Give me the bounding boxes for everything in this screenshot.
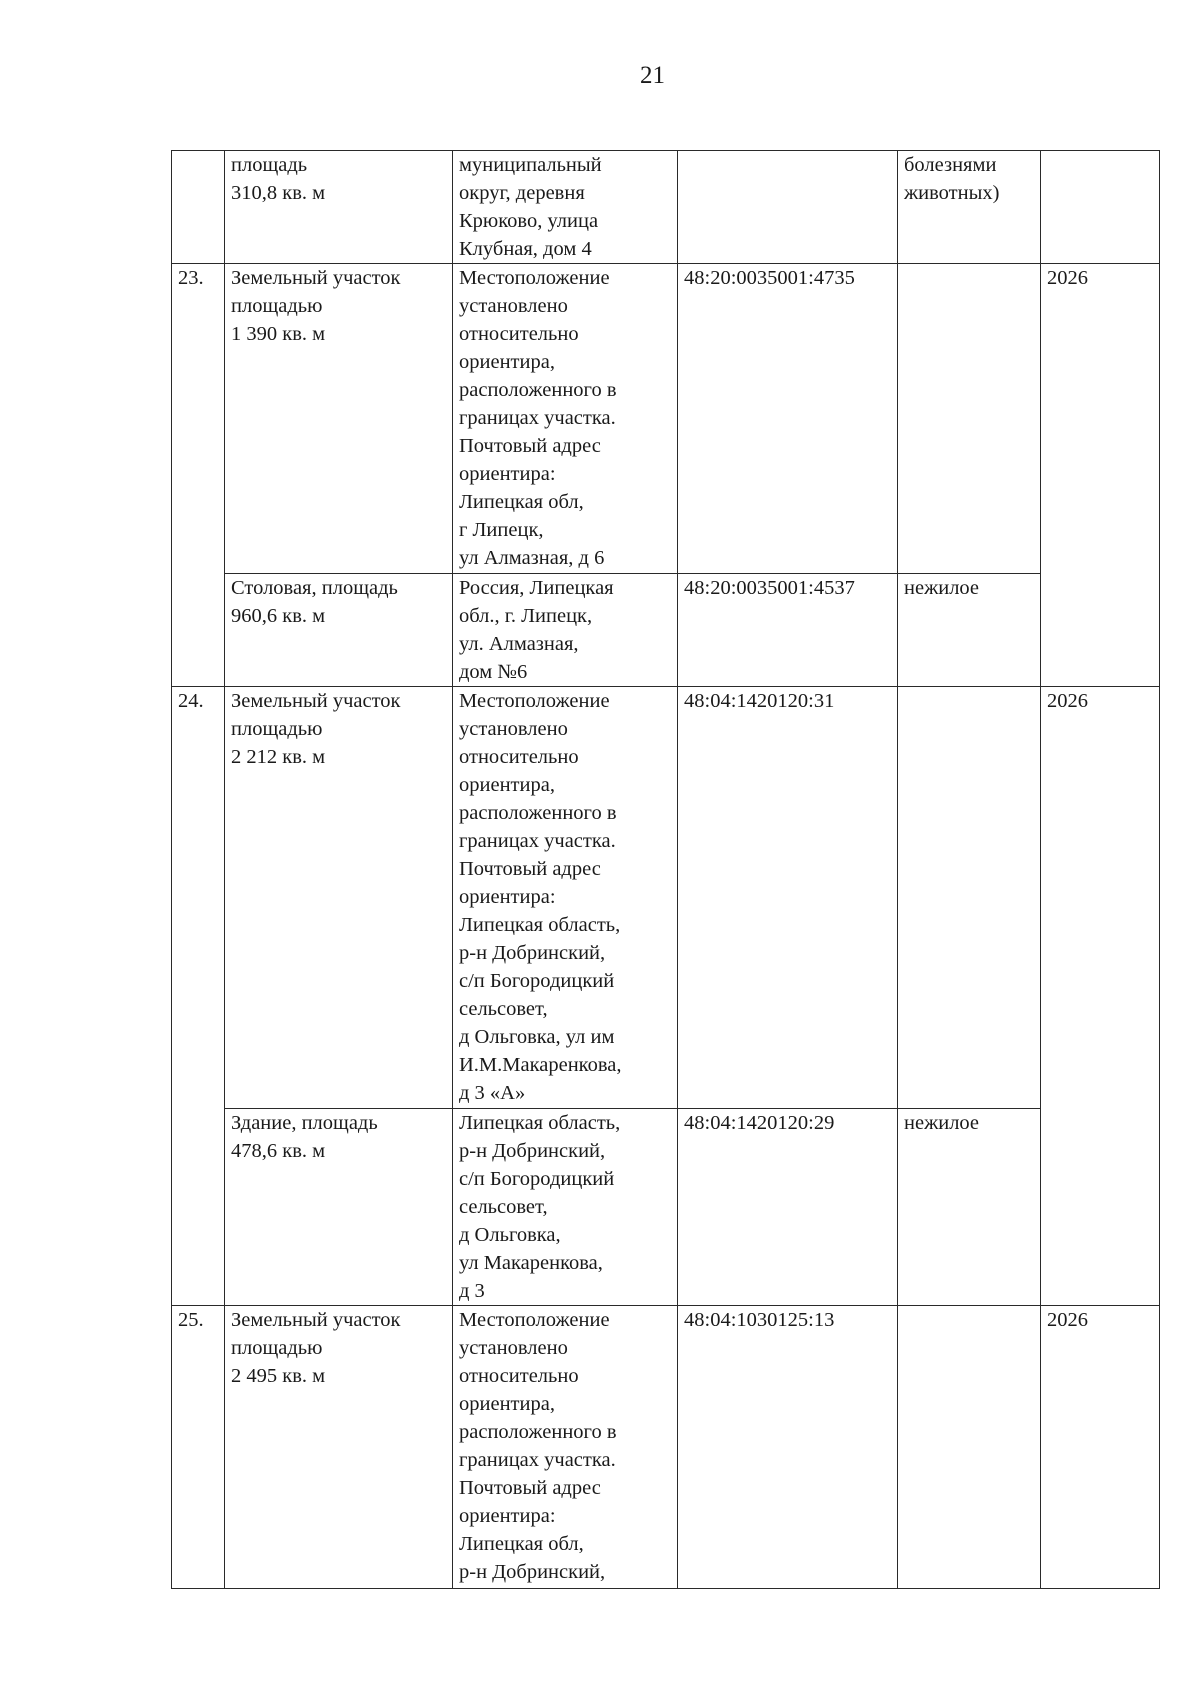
cadastral-number-cell: 48:20:0035001:4735 <box>678 264 898 574</box>
address-cell: Липецкая область, р-н Добринский, с/п Богородицкий сельсовет, д Ольговка, ул Макаренкова, д 3 <box>453 1109 678 1306</box>
object-cell: площадь 310,8 кв. м <box>225 151 453 264</box>
address-cell: Местоположение установлено относительно ориентира, расположенного в границах участка. Почтовый адрес ориентира: Липецкая обл, р-н Добринский, <box>453 1306 678 1589</box>
table-row <box>172 1109 1160 1306</box>
note-cell <box>898 687 1041 1109</box>
year-cell: 2026 <box>1041 1306 1160 1589</box>
note-cell: болезнями животных) <box>898 151 1041 264</box>
address-cell: Местоположение установлено относительно ориентира, расположенного в границах участка. Почтовый адрес ориентира: Липецкая область, р-н Добринский, с/п Богородицкий сельсовет, д Ольговка, ул им И.М.Макаренкова, д 3 «А» <box>453 687 678 1109</box>
address-cell: Россия, Липецкая обл., г. Липецк, ул. Алмазная, дом №6 <box>453 574 678 687</box>
note-cell <box>898 1306 1041 1589</box>
property-table <box>171 150 1160 1589</box>
address-cell: Местоположение установлено относительно ориентира, расположенного в границах участка. Почтовый адрес ориентира: Липецкая обл, г Липецк, ул Алмазная, д 6 <box>453 264 678 574</box>
cadastral-number-cell: 48:04:1030125:13 <box>678 1306 898 1589</box>
note-cell <box>898 264 1041 574</box>
cadastral-number-cell <box>678 151 898 264</box>
object-cell: Столовая, площадь 960,6 кв. м <box>225 574 453 687</box>
row-number-cell: 24. <box>172 687 225 1306</box>
row-number-cell: 23. <box>172 264 225 687</box>
year-cell: 2026 <box>1041 687 1160 1306</box>
table-row <box>172 574 1160 687</box>
table-row <box>172 687 1160 1109</box>
object-cell: Земельный участок площадью 2 212 кв. м <box>225 687 453 1109</box>
cadastral-number-cell: 48:04:1420120:29 <box>678 1109 898 1306</box>
year-cell: 2026 <box>1041 264 1160 687</box>
object-cell: Земельный участок площадью 1 390 кв. м <box>225 264 453 574</box>
table-row <box>172 264 1160 574</box>
row-number-cell <box>172 151 225 264</box>
cadastral-number-cell: 48:20:0035001:4537 <box>678 574 898 687</box>
page-number: 21 <box>640 62 665 89</box>
note-cell: нежилое <box>898 1109 1041 1306</box>
address-cell: муниципальный округ, деревня Крюково, улица Клубная, дом 4 <box>453 151 678 264</box>
object-cell: Земельный участок площадью 2 495 кв. м <box>225 1306 453 1589</box>
table-row <box>172 1306 1160 1589</box>
note-cell: нежилое <box>898 574 1041 687</box>
row-number-cell: 25. <box>172 1306 225 1589</box>
table-row <box>172 151 1160 264</box>
cadastral-number-cell: 48:04:1420120:31 <box>678 687 898 1109</box>
object-cell: Здание, площадь 478,6 кв. м <box>225 1109 453 1306</box>
year-cell <box>1041 151 1160 264</box>
